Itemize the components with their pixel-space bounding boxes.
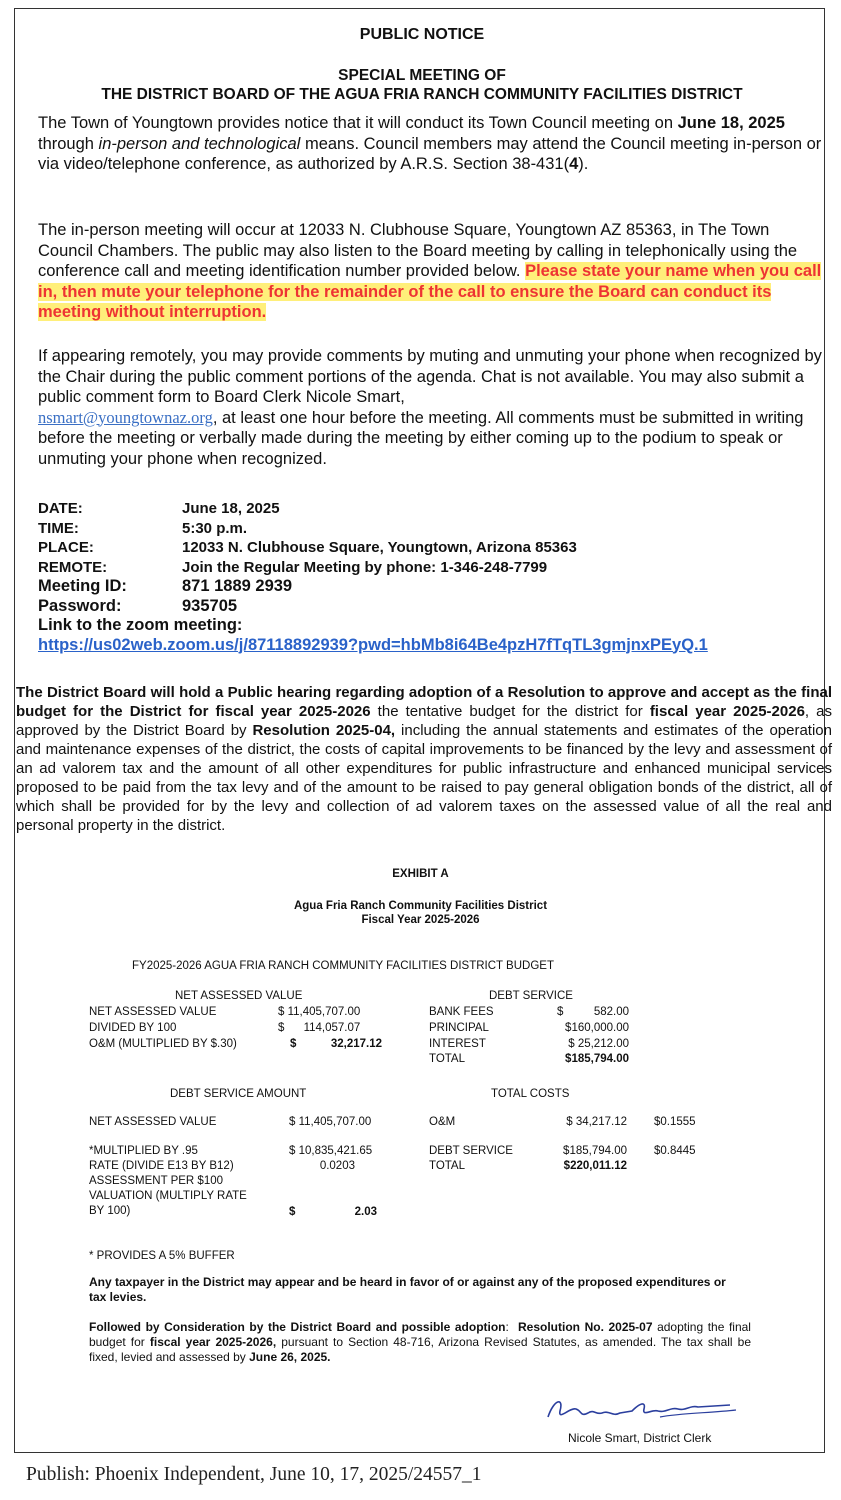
p1-text-d: ). [578, 155, 589, 173]
p1-text-b: through [38, 134, 99, 153]
dsa-values [289, 1144, 385, 1174]
buffer-footnote: * PROVIDES A 5% BUFFER [89, 1250, 235, 1262]
debt-service-labels [429, 1005, 494, 1068]
dsa-rate-label: RATE (DIVIDE E13 BY B12) [89, 1160, 234, 1172]
clerk-email-link[interactable]: nsmart@youngtownaz.org [38, 407, 213, 427]
heading-line-1: SPECIAL MEETING OF [338, 67, 506, 84]
clerk-name: Nicole Smart, District Clerk [568, 1431, 712, 1445]
na-row-value: 32,217.12 [330, 1037, 382, 1050]
paragraph-town-meeting [38, 113, 828, 175]
p2-text: The in-person meeting will occur at 12033 N. Clubhouse Square, Youngtown AZ 85363, in The Town Council Chambers. The public may also listen to the Board meeting by calling in telephonically using the conference call and meeting identification number provided below. [38, 221, 798, 280]
handwritten-signature [540, 1395, 740, 1429]
taxpayer-statement: Any taxpayer in the District may appear and be heard in favor of or against any of the proposed expenditures or tax levies. [89, 1275, 726, 1304]
tc-ds-value: $185,794.00 [563, 1145, 627, 1157]
heading-line-2: THE DISTRICT BOARD OF THE AGUA FRIA RANCH COMMUNITY FACILITIES DISTRICT [101, 86, 743, 103]
hearing-bold-1: The District Board will hold a Public hearing regarding adoption of a Resolution to approve and accept as the final budget for the District for fiscal year 2025-2026 [16, 684, 832, 720]
ds-row-label: TOTAL [429, 1053, 465, 1066]
p1-section-4: 4 [569, 155, 579, 173]
hearing-text-2: , as approved by the District Board by [16, 703, 832, 739]
tc-om-rate: $0.1555 [654, 1116, 696, 1128]
tc-labels [429, 1144, 513, 1174]
debt-service-heading: DEBT SERVICE [489, 990, 573, 1002]
exhibit-label: EXHIBIT A [392, 868, 449, 880]
ds-row-label: INTEREST [429, 1037, 486, 1050]
p1-date: June 18, 2025 [677, 114, 785, 132]
remote-value: Join the Regular Meeting by phone: 1-346-248-7799 [182, 558, 548, 576]
dsa-nav-value: $ 11,405,707.00 [289, 1116, 372, 1128]
ds-row-label: BANK FEES [429, 1006, 494, 1018]
dsa-assess-label: ASSESSMENT PER $100 [89, 1175, 224, 1187]
na-row-label: NET ASSESSED VALUE [89, 1006, 217, 1018]
p1-text-c: means. Council members may attend the Council meeting in-person or via video/telephone conference, as authorized by A.R.S. Section 38-431( [38, 134, 822, 173]
tc-total-label: TOTAL [429, 1160, 465, 1172]
dsa-labels [89, 1144, 247, 1219]
zoom-link-label: Link to the zoom meeting: [38, 616, 243, 634]
ds-row-value: $160,000.00 [565, 1021, 629, 1034]
na-row-value: $ 114,057.07 [278, 1021, 361, 1034]
place-value: 12033 N. Clubhouse Square, Youngtown, Arizona 85363 [182, 539, 577, 556]
followed-fiscal-year: fiscal year 2025-2026, [149, 1335, 277, 1349]
resolution-number: Resolution No. 2025-07 [518, 1320, 653, 1334]
ds-row-value: $ 25,212.00 [568, 1037, 629, 1050]
paragraph-in-person [38, 220, 828, 323]
paragraph-remote [38, 346, 828, 469]
dsa-currency: $ [289, 1206, 296, 1218]
dsa-nav-label: NET ASSESSED VALUE [89, 1116, 217, 1128]
hearing-bold-3: Resolution 2025-04, [252, 722, 396, 739]
debt-amount-heading: DEBT SERVICE AMOUNT [170, 1088, 307, 1100]
dsa-assess-value-row [289, 1205, 377, 1221]
net-assessed-heading: NET ASSESSED VALUE [175, 990, 303, 1002]
followed-colon: : [505, 1320, 518, 1334]
na-row-label: O&M (MULTIPLIED BY $.30) [89, 1037, 237, 1050]
ds-currency: $ [557, 1006, 564, 1018]
hearing-text-3: including the annual statements and estimates of the operation and maintenance expenses of the district, the costs of capital improvements to be financed by the levy and assessment of an ad valorem tax and the amount of all other expenditures for public infrastructure and enhanced municipal services proposed to be paid from the tax levy and of the amount to be raised to pay general obligation bonds of the district, all of which shall be provided for by the levy and collection of ad valorem taxes on the assessed value of all the real and personal property in the district. [16, 722, 832, 834]
meeting-id-value: 871 1889 2939 [182, 577, 293, 595]
public-hearing-paragraph [16, 683, 832, 835]
followed-date: June 26, 2025. [249, 1350, 331, 1364]
p1-text-a: The Town of Youngtown provides notice that it will conduct its Town Council meeting on [38, 114, 674, 132]
p3-text-b: , at least one hour before the meeting. All comments must be submitted in writing before the meeting or verbally made during the meeting by either coming up to the podium to speak or unmuting your phone when recognized. [38, 408, 804, 468]
net-assessed-values [278, 1005, 382, 1052]
tc-total-value: $220,011.12 [563, 1160, 627, 1172]
time-label: TIME: [38, 519, 79, 537]
notice-title: PUBLIC NOTICE [359, 26, 485, 43]
p1-means: in-person and technological [98, 134, 301, 153]
total-costs-heading: TOTAL COSTS [491, 1088, 570, 1100]
dsa-assess-label: BY 100) [89, 1205, 131, 1217]
meeting-details [38, 499, 708, 655]
na-currency: $ [290, 1037, 297, 1050]
debt-service-values [557, 1005, 629, 1068]
meeting-id-label: Meeting ID: [38, 577, 127, 595]
followed-bold: Followed by Consideration by the District Board and possible adoption [89, 1320, 506, 1334]
na-row-label: DIVIDED BY 100 [89, 1021, 177, 1034]
budget-title: FY2025-2026 AGUA FRIA RANCH COMMUNITY FACILITIES DISTRICT BUDGET [132, 960, 554, 972]
followed-text-1: adopting the final budget for [89, 1320, 751, 1349]
ds-row-value: 582.00 [593, 1006, 629, 1018]
place-label: PLACE: [38, 539, 94, 556]
dsa-mult-label: *MULTIPLIED BY .95 [89, 1145, 198, 1157]
tc-ds-label: DEBT SERVICE [429, 1145, 513, 1157]
tc-ds-rate: $0.8445 [654, 1145, 696, 1157]
ds-row-label: PRINCIPAL [429, 1021, 489, 1034]
hearing-bold-2: fiscal year 2025-2026 [649, 703, 805, 720]
exhibit-fiscal-year: Fiscal Year 2025-2026 [361, 914, 480, 926]
zoom-meeting-link[interactable]: https://us02web.zoom.us/j/87118892939?pwd=hbMb8i64Be4pzH7fTqTL3gmjnxPEyQ.1 [38, 635, 708, 654]
highlighted-instruction: Please state your name when you call in, then mute your telephone for the remainder of the call to ensure the Board can conduct its meeting without interruption. [38, 262, 822, 321]
time-value: 5:30 p.m. [182, 519, 248, 537]
dsa-rate-value: 0.0203 [319, 1160, 355, 1172]
exhibit-district [0, 899, 841, 927]
exhibit-district-name: Agua Fria Ranch Community Facilities District [293, 900, 548, 912]
remote-label: REMOTE: [38, 558, 108, 576]
followed-text-2: pursuant to Section 48-716, Arizona Revised Statutes, as amended. The tax shall be fixed, levied and assessed by [89, 1335, 752, 1364]
publish-line: Publish: Phoenix Independent, June 10, 17, 2025/24557_1 [26, 1464, 482, 1485]
dsa-assess-value: 2.03 [354, 1206, 377, 1218]
ds-row-total: $185,794.00 [565, 1053, 629, 1066]
date-value: June 18, 2025 [182, 500, 280, 517]
na-row-value: $ 11,405,707.00 [278, 1006, 361, 1018]
date-label: DATE: [38, 500, 83, 517]
tc-om-value: $ 34,217.12 [566, 1116, 627, 1128]
password-label: Password: [38, 596, 122, 615]
dsa-assess-label: VALUATION (MULTIPLY RATE [89, 1190, 247, 1202]
hearing-text-1: the tentative budget for the district for [370, 703, 650, 720]
net-assessed-labels [89, 1005, 237, 1052]
tc-om-label: O&M [429, 1116, 456, 1128]
dsa-mult-value: $ 10,835,421.65 [289, 1145, 373, 1157]
tc-values [557, 1144, 627, 1174]
followed-by-statement [89, 1320, 751, 1365]
password-value: 935705 [182, 596, 238, 615]
meeting-heading [24, 66, 820, 104]
p3-text-a: If appearing remotely, you may provide comments by muting and unmuting your phone when recognized by the Chair during the public comment portions of the agenda. Chat is not available. You may also submit a public comment form to Board Clerk Nicole Smart, [38, 347, 822, 406]
